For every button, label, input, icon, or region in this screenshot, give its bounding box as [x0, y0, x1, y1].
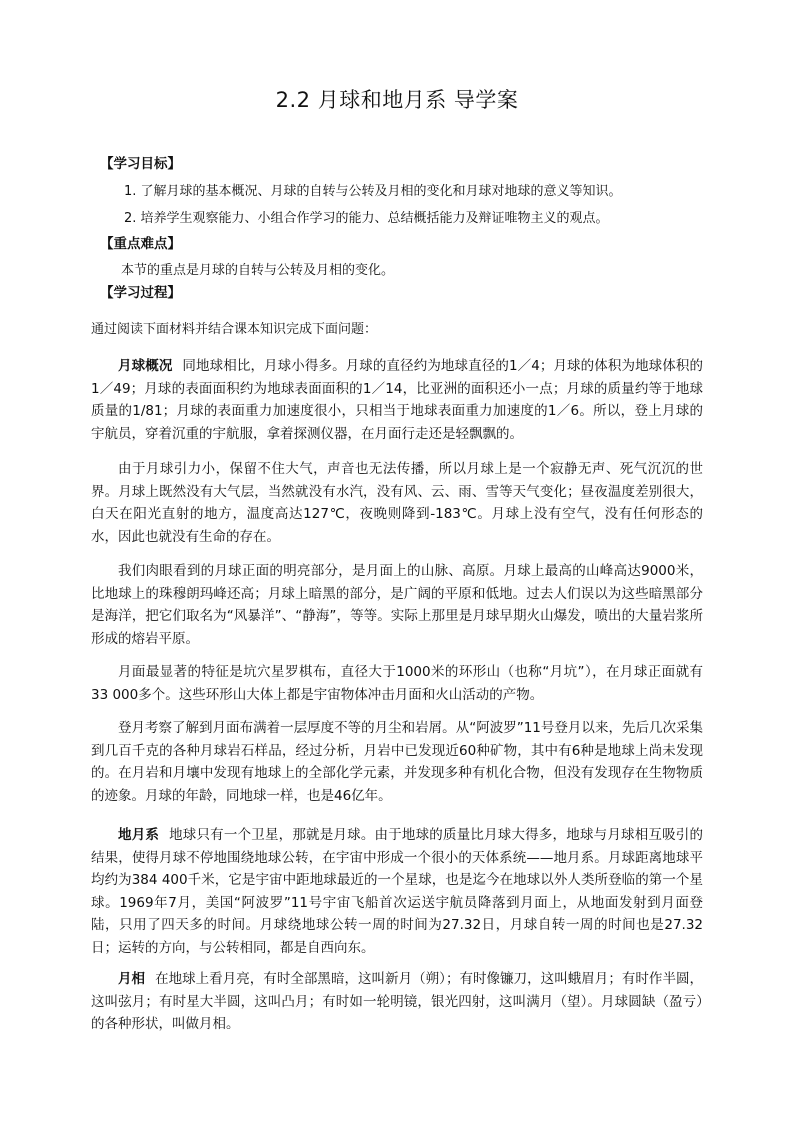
heading-objectives: 【学习目标】	[100, 156, 181, 172]
page-title: 2.2 月球和地月系 导学案	[275, 88, 519, 112]
intro-text: 通过阅读下面材料并结合课本知识完成下面问题：	[91, 322, 378, 337]
paragraph-moon-environment	[91, 458, 703, 548]
paragraph-text: 我们肉眼看到的月球正面的明亮部分，是月面上的山脉、高原。月球上最高的山峰高达9000米，比地球上的珠穆朗玛峰还高；月球上暗黑的部分，是广阔的平原和低地。过去人们误以为这些暗黑部分是海洋，把它们取名为“风暴洋”、“静海”，等等。实际上那里是月球早期火山爆发，喷出的大量岩浆所形成的熔岩平原。	[91, 563, 703, 647]
heading-process: 【学习过程】	[100, 285, 181, 301]
paragraph-moon-exploration	[91, 717, 703, 807]
paragraph-text: 由于月球引力小，保留不住大气，声音也无法传播，所以月球上是一个寂静无声、死气沉沉的世界。月球上既然没有大气层，当然就没有水汽，没有风、云、雨、雪等天气变化；昼夜温度差别很大，白天在阳光直射的地方，温度高达127℃，夜晚则降到-183℃。月球上没有空气，没有任何形态的水，因此也就没有生命的存在。	[91, 461, 703, 545]
paragraph-keyword: 月球概况	[118, 358, 173, 374]
objective-item-1: 1. 了解月球的基本概况、月球的自转与公转及月相的变化和月球对地球的意义等知识。	[124, 184, 622, 199]
paragraph-text: 月面最显著的特征是坑穴星罗棋布，直径大于1000米的环形山（也称“月坑”），在月球正面就有33 000多个。这些环形山大体上都是宇宙物体冲击月面和火山活动的产物。	[91, 664, 703, 703]
paragraph-moon-phases	[91, 968, 703, 1036]
paragraph-text: 同地球相比，月球小得多。月球的直径约为地球直径的1／4；月球的体积为地球体积的1／49；月球的表面面积约为地球表面面积的1／14，比亚洲的面积还小一点；月球的质量约等于地球质量的1/81；月球的表面重力加速度很小，只相当于地球表面重力加速度的1／6。所以，登上月球的宇航员，穿着沉重的宇航服，拿着探测仪器，在月面行走还是轻飘飘的。	[91, 358, 703, 442]
objective-item-2: 2. 培养学生观察能力、小组合作学习的能力、总结概括能力及辩证唯物主义的观点。	[124, 211, 609, 226]
paragraph-moon-surface	[91, 560, 703, 650]
paragraph-craters	[91, 661, 703, 706]
key-points-text: 本节的重点是月球的自转与公转及月相的变化。	[121, 263, 395, 278]
paragraph-moon-overview	[91, 355, 703, 445]
paragraph-keyword: 月相	[118, 971, 146, 987]
paragraph-text: 在地球上看月亮，有时全部黑暗，这叫新月（朔）；有时像镰刀，这叫蛾眉月；有时作半圆，这叫弦月；有时星大半圆，这叫凸月；有时如一轮明镜，银光四射，这叫满月（望）。月球圆缺（盈亏）的各种形状，叫做月相。	[91, 971, 704, 1032]
paragraph-earth-moon-system	[91, 824, 703, 959]
heading-key-points: 【重点难点】	[100, 236, 181, 252]
paragraph-text: 登月考察了解到月面布满着一层厚度不等的月尘和岩屑。从“阿波罗”11号登月以来，先后几次采集到几百千克的各种月球岩石样品，经过分析，月岩中已发现近60种矿物，其中有6种是地球上尚未发现的。在月岩和月壤中发现有地球上的全部化学元素，并发现多种有机化合物，但没有发现存在生物物质的迹象。月球的年龄，同地球一样，也是46亿年。	[91, 720, 703, 804]
paragraph-text: 地球只有一个卫星，那就是月球。由于地球的质量比月球大得多，地球与月球相互吸引的结果，使得月球不停地围绕地球公转，在宇宙中形成一个很小的天体系统——地月系。月球距离地球平均约为384 400千米，它是宇宙中距地球最近的一个星球，也是迄今在地球以外人类所登临的第一个星球。1969年7月，美国“阿波罗”11号宇宙飞船首次运送宇航员降落到月面上，从地面发射到月面登陆，只用了四天多的时间。月球绕地球公转一周的时间为27.32日，月球自转一周的时间也是27.32日；运转的方向，与公转相同，都是自西向东。	[91, 827, 704, 956]
paragraph-keyword: 地月系	[118, 827, 160, 843]
